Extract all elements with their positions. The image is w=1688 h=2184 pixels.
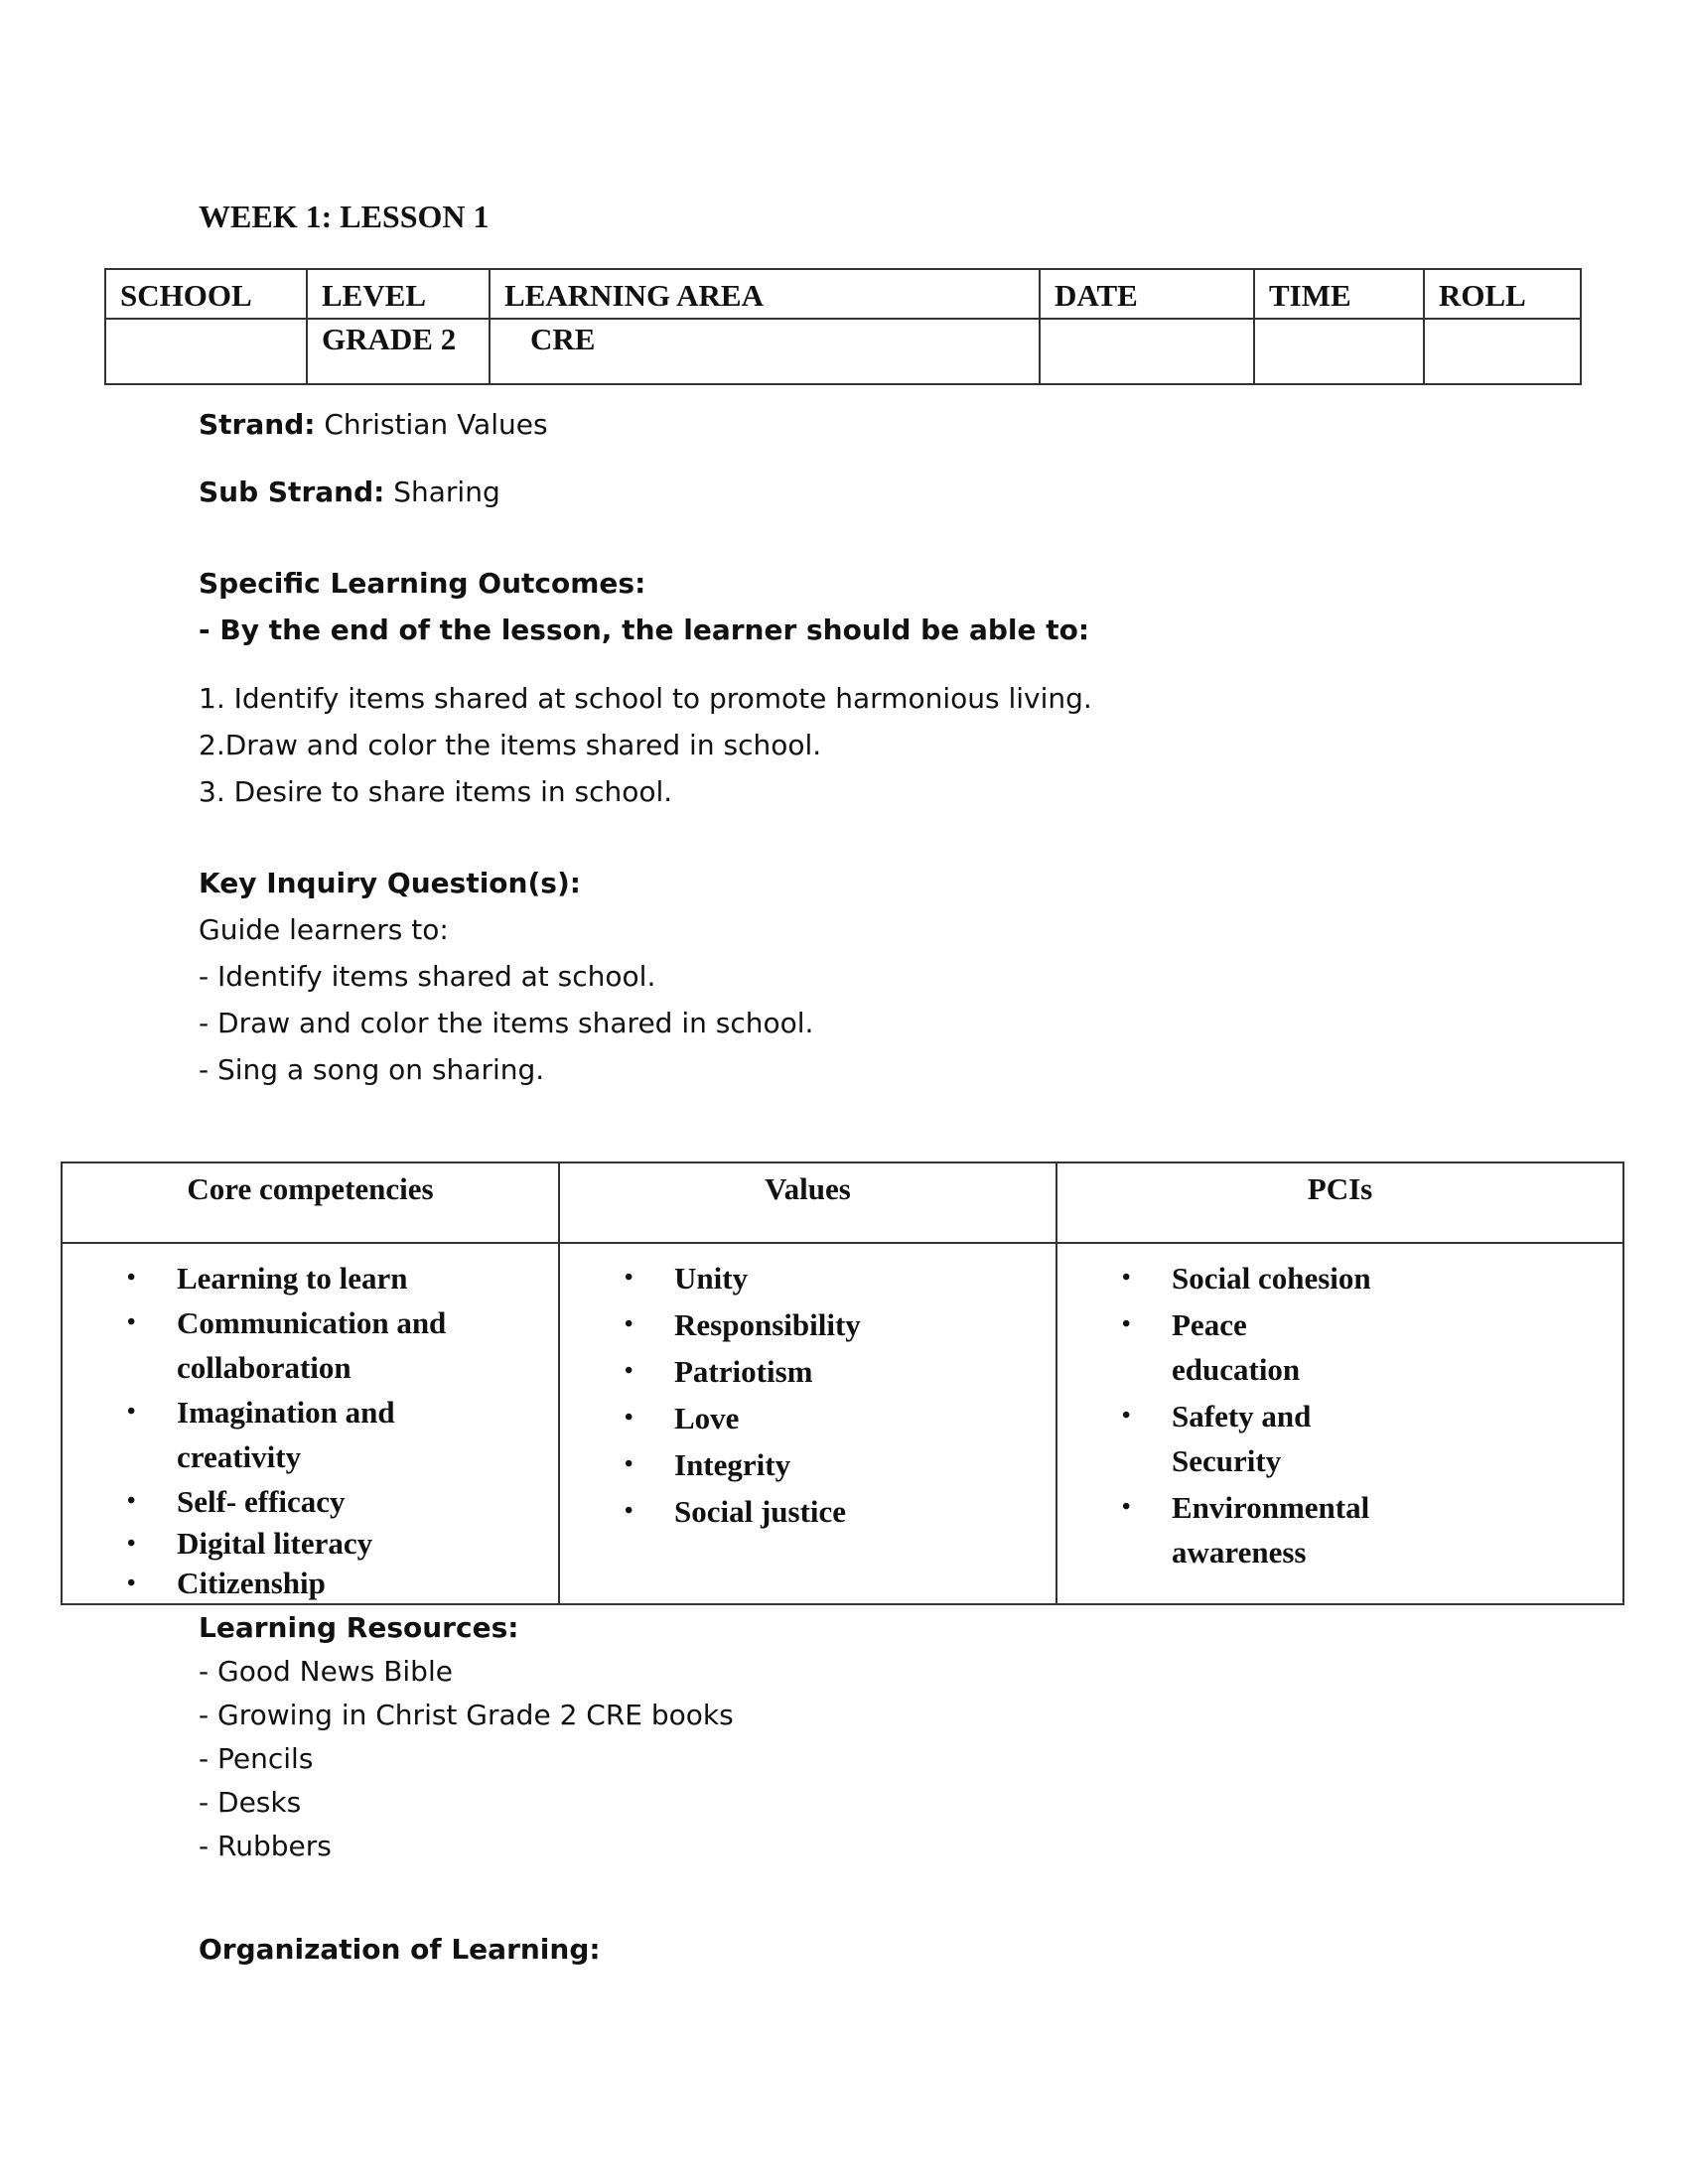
bullet-icon: • xyxy=(1122,1265,1131,1291)
header-learning-area: LEARNING AREA xyxy=(490,269,1040,319)
outcome-item: 3. Desire to share items in school. xyxy=(199,775,673,808)
resource-item: - Rubbers xyxy=(199,1830,332,1862)
outcome-item: 2.Draw and color the items shared in school. xyxy=(199,729,822,761)
value-learning-area: CRE xyxy=(490,319,1040,384)
list-item: • Love xyxy=(560,1396,1055,1440)
competency-table xyxy=(61,1161,1624,1605)
bullet-icon: • xyxy=(1122,1311,1131,1337)
value-roll xyxy=(1424,319,1581,384)
bullet-icon: • xyxy=(127,1488,136,1514)
value-date xyxy=(1040,319,1254,384)
resource-item: - Desks xyxy=(199,1786,302,1819)
header-time: TIME xyxy=(1254,269,1424,319)
header-pcis: PCIs xyxy=(1056,1162,1623,1243)
outcomes-intro: - By the end of the lesson, the learner should be able to: xyxy=(199,614,1090,646)
list-item: • Safety and Security xyxy=(1057,1394,1321,1483)
outcomes-heading: Specific Learning Outcomes: xyxy=(199,567,646,600)
list-item: • Social cohesion xyxy=(1057,1256,1420,1300)
bullet-icon: • xyxy=(1122,1403,1131,1429)
header-date: DATE xyxy=(1040,269,1254,319)
header-values: Values xyxy=(559,1162,1056,1243)
inquiry-heading: Key Inquiry Question(s): xyxy=(199,867,581,899)
strand-value: Christian Values xyxy=(315,408,548,441)
bullet-icon: • xyxy=(1122,1494,1131,1520)
bullet-icon: • xyxy=(625,1358,633,1384)
value-school xyxy=(105,319,307,384)
lesson-info-value-row xyxy=(105,319,1581,384)
outcomes-section xyxy=(199,560,1092,815)
list-item: • Environmental awareness xyxy=(1057,1485,1400,1574)
strand-section xyxy=(199,401,548,448)
header-roll: ROLL xyxy=(1424,269,1581,319)
inquiry-intro: Guide learners to: xyxy=(199,913,449,946)
sub-strand-value: Sharing xyxy=(384,476,500,508)
list-item: • Imagination and creativity xyxy=(63,1390,475,1479)
bullet-icon: • xyxy=(127,1309,136,1335)
resource-item: - Good News Bible xyxy=(199,1655,453,1688)
sub-strand-label: Sub Strand: xyxy=(199,476,385,508)
list-item: • Learning to learn xyxy=(63,1256,475,1300)
strand-line xyxy=(199,401,548,448)
list-item: • Communication and collaboration xyxy=(63,1300,494,1390)
header-level: LEVEL xyxy=(307,269,490,319)
bullet-icon: • xyxy=(625,1451,633,1477)
list-item: • Self- efficacy xyxy=(63,1479,558,1524)
competency-header-row xyxy=(62,1162,1623,1243)
inquiry-item: - Draw and color the items shared in school. xyxy=(199,1007,814,1039)
list-item: • Citizenship xyxy=(63,1564,558,1603)
bullet-icon: • xyxy=(625,1405,633,1431)
bullet-icon: • xyxy=(625,1311,633,1337)
bullet-icon: • xyxy=(625,1265,633,1291)
inquiry-item: - Sing a song on sharing. xyxy=(199,1053,545,1086)
list-item: • Peace education xyxy=(1057,1302,1321,1392)
value-level: GRADE 2 xyxy=(307,319,490,384)
lesson-info-table xyxy=(104,268,1582,385)
header-core-competencies: Core competencies xyxy=(62,1162,559,1243)
sub-strand-line xyxy=(199,469,500,515)
organization-heading: Organization of Learning: xyxy=(199,1933,601,1966)
value-time xyxy=(1254,319,1424,384)
list-item: • Responsibility xyxy=(560,1302,1055,1347)
list-item: • Unity xyxy=(560,1256,1055,1300)
bullet-icon: • xyxy=(625,1498,633,1524)
lesson-title: WEEK 1: LESSON 1 xyxy=(199,199,490,234)
pcis-cell xyxy=(1056,1243,1623,1604)
bullet-icon: • xyxy=(127,1570,136,1596)
header-school: SCHOOL xyxy=(105,269,307,319)
list-item: • Integrity xyxy=(560,1442,1055,1487)
outcome-item: 1. Identify items shared at school to promote harmonious living. xyxy=(199,682,1092,715)
bullet-icon: • xyxy=(127,1265,136,1291)
inquiry-item: - Identify items shared at school. xyxy=(199,960,656,993)
strand-label: Strand: xyxy=(199,408,316,441)
resource-item: - Pencils xyxy=(199,1742,314,1775)
values-cell xyxy=(559,1243,1056,1604)
competency-body-row xyxy=(62,1243,1623,1604)
organization-section xyxy=(199,1926,601,1973)
bullet-icon: • xyxy=(127,1531,136,1557)
resources-section xyxy=(199,1606,734,1868)
resources-heading: Learning Resources: xyxy=(199,1611,519,1644)
lesson-info-header-row xyxy=(105,269,1581,319)
bullet-icon: • xyxy=(127,1399,136,1425)
list-item: • Digital literacy xyxy=(63,1524,558,1564)
inquiry-section xyxy=(199,860,813,1093)
list-item: • Social justice xyxy=(560,1489,1055,1534)
list-item: • Patriotism xyxy=(560,1349,1055,1394)
core-competencies-cell xyxy=(62,1243,559,1604)
sub-strand-section xyxy=(199,469,500,515)
resource-item: - Growing in Christ Grade 2 CRE books xyxy=(199,1699,734,1731)
